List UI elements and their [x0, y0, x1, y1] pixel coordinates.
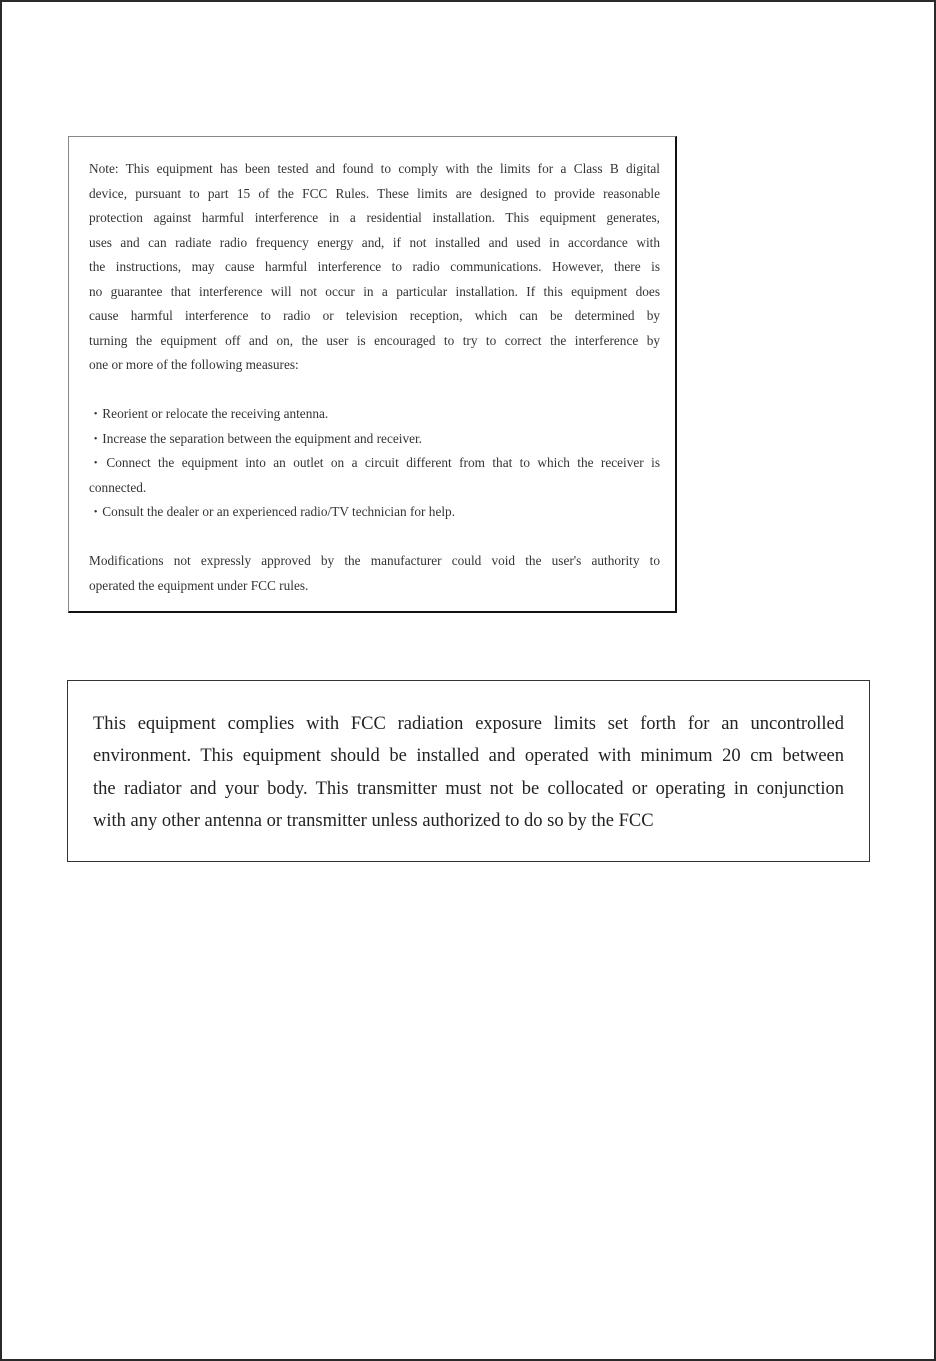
spacer	[89, 378, 660, 403]
modifications-line: operated the equipment under FCC rules.	[89, 577, 309, 593]
notice-line: one or more of the following measures:	[89, 357, 299, 372]
spacer	[89, 525, 660, 550]
notice-line: device, pursuant to part 15 of the FCC Rules. These limits are designed to provide reasonable	[89, 185, 660, 201]
notice-line: Note: This equipment has been tested and found to comply with the limits for a Class B digital	[89, 161, 660, 176]
measure-item: ・Consult the dealer or an experienced radio/TV technician for help.	[89, 504, 456, 519]
measure-item: ・Increase the separation between the equipment and receiver.	[89, 430, 423, 446]
notice-line: the instructions, may cause harmful interference to radio communications. However, there is	[89, 259, 660, 274]
rf-exposure-box	[67, 680, 870, 862]
measure-item: ・Reorient or relocate the receiving antenna.	[89, 406, 329, 421]
notice-line: protection against harmful interference in a residential installation. This equipment generates,	[89, 210, 660, 225]
fcc-notice-box	[68, 136, 677, 613]
modifications-line: Modifications not expressly approved by the manufacturer could void the user's authority to	[89, 553, 660, 568]
measure-item-continued: connected.	[89, 479, 147, 495]
rf-exposure-content	[93, 708, 844, 837]
rf-line: environment. This equipment should be installed and operated with minimum 20 cm between	[93, 746, 844, 767]
notice-line: turning the equipment off and on, the user is encouraged to try to correct the interference by	[89, 332, 660, 348]
measure-item: ・Connect the equipment into an outlet on a circuit different from that to which the receiver is	[89, 455, 660, 470]
rf-line: the radiator and your body. This transmitter must not be collocated or operating in conjunction	[93, 778, 844, 799]
notice-line: cause harmful interference to radio or television reception, which can be determined by	[89, 308, 660, 323]
fcc-notice-content	[89, 157, 660, 598]
notice-line: no guarantee that interference will not occur in a particular installation. If this equipment does	[89, 283, 660, 299]
rf-line: This equipment complies with FCC radiation exposure limits set forth for an uncontrolled	[93, 714, 844, 734]
rf-line: with any other antenna or transmitter unless authorized to do so by the FCC	[93, 810, 654, 831]
notice-line: uses and can radiate radio frequency energy and, if not installed and used in accordance with	[89, 234, 660, 250]
